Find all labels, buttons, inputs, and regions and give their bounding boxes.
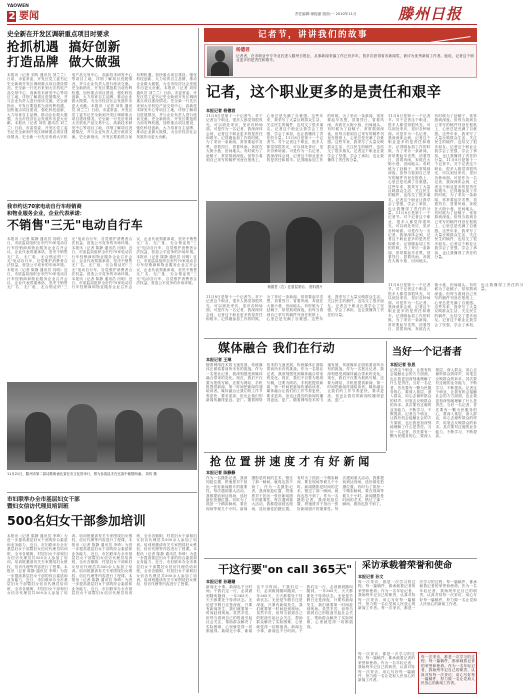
author-intro: 记者者，在市职业中专毕业后进入滕州日报社，从事新闻采编工作已有多年，曾多次获得省市新闻奖，被评为优秀新闻工作者。她说，记者这个职业更多的是责任和艰辛。 bbox=[236, 54, 474, 63]
main-body-top: 11月8日是第十一个记者节。对于记者这个职业，很多人都觉得很风光，可以到处采访，见识各种场面。可是作为一名记者，我深深体会到，记者这个职业更多的是责任和艰辛。记得刚参加工作的时候，为了采访一条新闻，常常要起早贪黑，顶着烈日、冒着风雨，奔波在大街小巷、田间地头。有时候为了赶稿子，常常熬到深夜。但每当看到自己采写的稿件刊登在报纸上，心里总是充满了自豪感。这些年来，我采写了大量反映群众生活、关注民生的稿件，也结交了很多朋友。记者这个职业让我学会了坚强，学会了承担，也让我懂得了责任的分量。11月8日是第十一个记者节。对于记者这个职业，很多人都觉得很风光，可以到处采访，见识各种场面。可是作为一名记者，我深深体会到，记者这个职业更多的是责任和艰辛。记得刚参加工作的时候，为了采访一条新闻，常常要起早贪黑，顶着烈日、冒着风雨，奔波在大街小巷、田间地头。有时候为了赶稿子，常常熬到深夜。但每当看到自己采写的稿件刊登在报纸上，心里总是充满了自豪感。这些年来，我采写了大量反映群众生活、关注民生的稿件，也结交了很多朋友。记者这个职业让我学会了坚强，学会了承担，也让我懂得了责任的分量。 bbox=[206, 114, 384, 163]
photo-figure-shape bbox=[115, 410, 143, 462]
article-a-body: 随着网络技术的飞速发展，传统媒体正面临着前所未有的挑战。作为一名报社记者，我深刻感受到媒体融合带来的变化。现在，我们不仅要为报纸写稿，还要为网站、手机报提供新闻，第一时间把新闻传递给读者。媒体融合让我们的工作节奏更快，要求更高，但也让我们的新闻传播得更远、更广。随着网络技术的飞速发展，传统媒体正面临着前所未有的挑战。作为一名报社记者，我深刻感受到媒体融合带来的变化。现在，我们不仅要为报纸写稿，还要为网站、手机报提供新闻，第一时间把新闻传递给读者。媒体融合让我们的工作节奏更快，要求更高，但也让我们的新闻传播得更远、更广。随着网络技术的飞速发展，传统媒体正面临着前所未有的挑战。作为一名报社记者，我深刻感受到媒体融合带来的变化。现在，我们不仅要为报纸写稿，还要为网站、手机报提供新闻，第一时间把新闻传递给读者。媒体融合让我们的工作节奏更快，要求更高，但也让我们的新闻传播得更远、更广。 bbox=[206, 363, 384, 403]
article-a-byline: 本报记者 王琳 bbox=[206, 357, 232, 362]
portrait-head-shape bbox=[215, 50, 225, 62]
section-number: 2 bbox=[8, 11, 16, 22]
article-c-body: 作为一名摄影记者，我深知抢位置、拼速度对于拍出一张好新闻照片的重要性。每次遇到重大活动，我都提前到达现场，选好最佳拍摄位置。有时为了抓拍一个精彩瞬间，要在现场等候几个小时。新闻摄影是时间的艺术，错过了那一瞬间，就再也拍不到了。作为一名摄影记者，我深知抢位置、拼速度对于拍出一张好新闻照片的重要性。每次遇到重大活动，我都提前到达现场，选好最佳拍摄位置。有时为了抓拍一个精彩瞬间，要在现场等候几个小时。新闻摄影是时间的艺术，错过了那一瞬间，就再也拍不到了。作为一名摄影记者，我深知抢位置、拼速度对于拍出一张好新闻照片的重要性。每次遇到重大活动，我都提前到达现场，选好最佳拍摄位置。有时为了抓拍一个精彩瞬间，要在现场等候几个小时。新闻摄影是时间的艺术，错过了那一瞬间，就再也拍不到了。 bbox=[206, 476, 384, 511]
main-body-right-bottom: 11月8日是第十一个记者节。对于记者这个职业，很多人都觉得很风光，可以到处采访，见识各种场面。可是作为一名记者，我深深体会到，记者这个职业更多的是责任和艰辛。记得刚参加工作的时候，为了采访一条新闻，常常要起早贪黑，顶着烈日、冒着风雨，奔波在大街小巷、田间地头。有时候为了赶稿子，常常熬到深夜。但每当看到自己采写的稿件刊登在报纸上，心里总是充满了自豪感。这些年来，我采写了大量反映群众生活、关注民生的稿件，也结交了很多朋友。记者这个职业让我学会了坚强，学会了承担，也让我懂得了责任的分量。 bbox=[388, 283, 524, 332]
article-b-title: 当好一个记者者 bbox=[392, 347, 462, 358]
article-d-note: 每一次采访，都是一次学习的过程；每一篇稿件，都承载着记者的荣誉和使命。作为一名年轻记者，我始终牢记自己的职责，认真对待每一次采访，用心写好每一篇稿件，努力做一名让党和人民放心的新闻工作者。 bbox=[421, 655, 475, 686]
photo-person-shape bbox=[286, 217, 322, 283]
article-e-body: 新闻无小事，新闻也不分时间。干我们这一行，必须做到随叫随到，一年365天，天天都要处于待命状态。无论是节假日还是深夜，只要有新闻发生，我们就要第一时间赶到现场。虽然辛苦，但每当看到自己的报道引起社会关注，帮助群众解决了实际困难，心里就觉得一切都值得。新闻无小事，新闻也不分时间。干我们这一行，必须做到随叫随到，一年365天，天天都要处于待命状态。无论是节假日还是深夜，只要有新闻发生，我们就要第一时间赶到现场。虽然辛苦，但每当看到自己的报道引起社会关注，帮助群众解决了实际困难，心里就觉得一切都值得。新闻无小事，新闻也不分时间。干我们这一行，必须做到随叫随到，一年365天，天天都要处于待命状态。无论是节假日还是深夜，只要有新闻发生，我们就要第一时间赶到现场。虽然辛苦，但每当看到自己的报道引起社会关注，帮助群众解决了实际困难，心里就觉得一切都值得。 bbox=[206, 585, 353, 634]
photo-person-shape bbox=[236, 221, 270, 283]
photo-person-shape bbox=[334, 225, 364, 283]
article3-body: 本报讯（记者 陈静 通讯员 李琦）为进一步提高基层妇女干部的综合素质和业务能力，近日，市妇联举办全市基层妇女干部暨妇女信访代理员培训班，全市各镇街、村居妇女干部和妇女信访代理员共500余人参加了培训。培训班邀请有关专家围绕妇女维权、信访代理等内容进行了授课。本报讯（记者 陈静 通讯员 李琦）为进一步提高基层妇女干部的综合素质和业务能力，近日，市妇联举办全市基层妇女干部暨妇女信访代理员培训班，全市各镇街、村居妇女干部和妇女信访代理员共500余人参加了培训。培训班邀请有关专家围绕妇女维权、信访代理等内容进行了授课。本报讯（记者 陈静 通讯员 李琦）为进一步提高基层妇女干部的综合素质和业务能力，近日，市妇联举办全市基层妇女干部暨妇女信访代理员培训班，全市各镇街、村居妇女干部和妇女信访代理员共500余人参加了培训。培训班邀请有关专家围绕妇女维权、信访代理等内容进行了授课。本报讯（记者 陈静 通讯员 李琦）为进一步提高基层妇女干部的综合素质和业务能力，近日，市妇联举办全市基层妇女干部暨妇女信访代理员培训班，全市各镇街、村居妇女干部和妇女信访代理员共500余人参加了培训。培训班邀请有关专家围绕妇女维权、信访代理等内容进行了授课。本报讯（记者 陈静 通讯员 李琦）为进一步提高基层妇女干部的综合素质和业务能力，近日，市妇联举办全市基层妇女干部暨妇女信访代理员培训班，全市各镇街、村居妇女干部和妇女信访代理员共500余人参加了培训。培训班邀请有关专家围绕妇女维权、信访代理等内容进行了授课。 bbox=[7, 534, 197, 596]
masthead-logo: 滕州日报 bbox=[398, 5, 463, 23]
reporter-photo-caption: 杨德君（右）在基层采访。 资料图片 bbox=[267, 285, 323, 289]
article1-title: 抢抓机遇 搞好创新 打造品牌 做大做强 bbox=[7, 39, 121, 69]
article-a-right-divider bbox=[386, 341, 387, 451]
photo-figure-shape bbox=[157, 408, 183, 462]
portrait-body-shape bbox=[211, 62, 229, 76]
article-d-body: 每一次采访，都是一次学习的过程；每一篇稿件，都承载着记者的荣誉和使命。作为一名年轻记者，我始终牢记自己的职责，认真对待每一次采访，用心写好每一篇稿件，努力做一名让党和人民放心的新闻工作者。每一次采访，都是一次学习的过程；每一篇稿件，都承载着记者的荣誉和使命。作为一名年轻记者，我始终牢记自己的职责，认真对待每一次采访，用心写好每一篇稿件，努力做一名让党和人民放心的新闻工作者。 bbox=[358, 580, 477, 611]
section-name: 要闻 bbox=[19, 11, 39, 22]
main-byline: 本报记者 杨德君 bbox=[206, 108, 236, 113]
main-body-right: 11月8日是第十一个记者节。对于记者这个职业，很多人都觉得很风光，可以到处采访，见识各种场面。可是作为一名记者，我深深体会到，记者这个职业更多的是责任和艰辛。记得刚参加工作的时候，为了采访一条新闻，常常要起早贪黑，顶着烈日、冒着风雨，奔波在大街小巷、田间地头。有时候为了赶稿子，常常熬到深夜。但每当看到自己采写的稿件刊登在报纸上，心里总是充满了自豪感。这些年来，我采写了大量反映群众生活、关注民生的稿件，也结交了很多朋友。记者这个职业让我学会了坚强，学会了承担，也让我懂得了责任的分量。11月8日是第十一个记者节。对于记者这个职业，很多人都觉得很风光，可以到处采访，见识各种场面。可是作为一名记者，我深深体会到，记者这个职业更多的是责任和艰辛。记得刚参加工作的时候，为了采访一条新闻，常常要起早贪黑，顶着烈日、冒着风雨，奔波在大街小巷、田间地头。有时候为了赶稿子，常常熬到深夜。但每当看到自己采写的稿件刊登在报纸上，心里总是充满了自豪感。这些年来，我采写了大量反映群众生活、关注民生的稿件，也结交了很多朋友。记者这个职业让我学会了坚强，学会了承担，也让我懂得了责任的分量。11月8日是第十一个记者节。对于记者这个职业，很多人都觉得很风光，可以到处采访，见识各种场面。可是作为一名记者，我深深体会到，记者这个职业更多的是责任和艰辛。记得刚参加工作的时候，为了采访一条新闻，常常要起早贪黑，顶着烈日、冒着风雨，奔波在大街小巷、田间地头。有时候为了赶稿子，常常熬到深夜。但每当看到自己采写的稿件刊登在报纸上，心里总是充满了自豪感。这些年来，我采写了大量反映群众生活、关注民生的稿件，也结交了很多朋友。记者这个职业让我学会了坚强，学会了承担，也让我懂得了责任的分量。 bbox=[388, 114, 477, 264]
article-a-divider bbox=[204, 452, 386, 453]
author-name: 杨德君 bbox=[236, 48, 250, 53]
article2-kicker: 我市约达70家电动自行车经销商 和物业服务企业，企业代表承诺： bbox=[7, 204, 85, 217]
article2-divider bbox=[7, 492, 197, 493]
article-a-title: 媒体融合 我们在行动 bbox=[218, 341, 336, 355]
article3-kicker: 市妇联举办全市基层妇女干部 暨妇女信访代理员培训班 bbox=[7, 497, 80, 510]
article-b-body: 记者这个职业，让我有机会接触社会的方方面面，也让我更加深刻地理解了什么是责任。当好一名记者，首先要有一颗为民服务的心，要深入基层、深入群众，用心去倾听群众的呼声，用笔去反映群众的诉求。其次要有过硬的业务能力，不断学习，不断提高。记者这个职业，让我有机会接触社会的方方面面，也让我更加深刻地理解了什么是责任。当好一名记者，首先要有一颗为民服务的心，要深入基层、深入群众，用心去倾听群众的呼声，用笔去反映群众的诉求。其次要有过硬的业务能力，不断学习，不断提高。记者这个职业，让我有机会接触社会的方方面面，也让我更加深刻地理解了什么是责任。当好一名记者，首先要有一颗为民服务的心，要深入基层、深入群众，用心去倾听群众的呼声，用笔去反映群众的诉求。其次要有过硬的业务能力，不断学习，不断提高。 bbox=[390, 368, 477, 439]
article-d-title: 采访承载着荣誉和使命 bbox=[362, 561, 453, 571]
article-b-byline: 本报记者 张思 bbox=[390, 362, 416, 367]
article-d-left-divider bbox=[355, 561, 356, 694]
header-info: 责任编辑:徐振丽 版面:一 2010年11月 bbox=[295, 12, 357, 16]
photo-figure-shape bbox=[67, 404, 97, 462]
article-e-title: 干这行要"on call 365天" bbox=[218, 563, 352, 576]
left-col-divider bbox=[198, 28, 199, 693]
article-e-byline: 本报记者 孙珊珊 bbox=[206, 579, 236, 584]
article1-divider bbox=[7, 200, 197, 201]
page-top-label: YAOWEN bbox=[7, 4, 29, 9]
article2-title: 不销售"三无"电动自行车 bbox=[7, 218, 144, 232]
photo-caption-left: 11月21日，滕州市第二届诗歌朗诵比赛在市文化馆举行，图为参赛选手在比赛中倾情朗诵。 刘传 摄 bbox=[7, 472, 157, 476]
article-c-divider bbox=[204, 558, 477, 559]
main-article-title: 记者，这个职业更多的是责任和艰辛 bbox=[206, 85, 442, 101]
article-c-byline: 本报记者 陈静静 bbox=[206, 470, 236, 475]
article-d-body-bottom: 每一次采访，都是一次学习的过程；每一篇稿件，都承载着记者的荣誉和使命。作为一名年轻记者，我始终牢记自己的职责，认真对待每一次采访，用心写好每一篇稿件，努力做一名让党和人民放心的新闻工作者。 bbox=[358, 652, 415, 683]
series-band-title: 记者节，讲讲我们的故事 bbox=[258, 29, 369, 40]
header-rule bbox=[7, 24, 477, 25]
article1-kicker: 史全新在开发区调研重点项目时要求 bbox=[7, 30, 110, 38]
article-d-byline: 本报记者 孙文 bbox=[358, 574, 384, 579]
article-c-title: 抢 位 置 拼 速 度 才 有 好 新 闻 bbox=[210, 455, 370, 468]
article3-title: 500名妇女干部参加培训 bbox=[7, 513, 146, 528]
reporter-interview-photo bbox=[206, 201, 384, 283]
author-portrait bbox=[207, 46, 233, 76]
main-article-divider bbox=[204, 338, 477, 339]
article1-body: 本报讯（记者 刘传 通讯员 刘兰兰）日前，市委常委、开发区党工委书记史全新到开发区调研重点项目建设情况。史全新一行先后来到大宗机电产品交易中心、高新技术研发中心等项目工地，详细了解项目进展情况，并与企业负责人进行座谈交流。史全新指出，开发区要抢抓当前有利机遇，加快重点项目建设，强化科技创新，大力培育自主品牌，推动企业做大做强，为全市经济社会发展作出更大贡献。本报讯（记者 刘传 通讯员 刘兰兰）日前，市委常委、开发区党工委书记史全新到开发区调研重点项目建设情况。史全新一行先后来到大宗机电产品交易中心、高新技术研发中心等项目工地，详细了解项目进展情况，并与企业负责人进行座谈交流。史全新指出，开发区要抢抓当前有利机遇，加快重点项目建设，强化科技创新，大力培育自主品牌，推动企业做大做强，为全市经济社会发展作出更大贡献。本报讯（记者 刘传 通讯员 刘兰兰）日前，市委常委、开发区党工委书记史全新到开发区调研重点项目建设情况。史全新一行先后来到大宗机电产品交易中心、高新技术研发中心等项目工地，详细了解项目进展情况，并与企业负责人进行座谈交流。史全新指出，开发区要抢抓当前有利机遇，加快重点项目建设，强化科技创新，大力培育自主品牌，推动企业做大做强，为全市经济社会发展作出更大贡献。本报讯（记者 刘传 通讯员 刘兰兰）日前，市委常委、开发区党工委书记史全新到开发区调研重点项目建设情况。史全新一行先后来到大宗机电产品交易中心、高新技术研发中心等项目工地，详细了解项目进展情况，并与企业负责人进行座谈交流。史全新指出，开发区要抢抓当前有利机遇，加快重点项目建设，强化科技创新，大力培育自主品牌，推动企业做大做强，为全市经济社会发展作出更大贡献。 bbox=[7, 73, 197, 139]
article2-body: 本报讯（记者 陈静 通讯员 闫明）近日，市质监局组织全市约70家电动自行车经销商和物业服务企业召开会议，企业代表郑重承诺，坚决不销售无厂名、无厂址、无合格证的"三无"电动自行车，自觉维护消费者合法权益，营造公平竞争的市场环境。本报讯（记者 陈静 通讯员 闫明）近日，市质监局组织全市约70家电动自行车经销商和物业服务企业召开会议，企业代表郑重承诺，坚决不销售无厂名、无厂址、无合格证的"三无"电动自行车，自觉维护消费者合法权益，营造公平竞争的市场环境。本报讯（记者 陈静 通讯员 闫明）近日，市质监局组织全市约70家电动自行车经销商和物业服务企业召开会议，企业代表郑重承诺，坚决不销售无厂名、无厂址、无合格证的"三无"电动自行车，自觉维护消费者合法权益，营造公平竞争的市场环境。本报讯（记者 陈静 通讯员 闫明）近日，市质监局组织全市约70家电动自行车经销商和物业服务企业召开会议，企业代表郑重承诺，坚决不销售无厂名、无厂址、无合格证的"三无"电动自行车，自觉维护消费者合法权益，营造公平竞争的市场环境。本报讯（记者 陈静 通讯员 闫明）近日，市质监局组织全市约70家电动自行车经销商和物业服务企业召开会议，企业代表郑重承诺，坚决不销售无厂名、无厂址、无合格证的"三无"电动自行车，自觉维护消费者合法权益，营造公平竞争的市场环境。 bbox=[7, 237, 197, 290]
photo-figure-shape bbox=[25, 412, 51, 462]
main-body-bottom: 11月8日是第十一个记者节。对于记者这个职业，很多人都觉得很风光，可以到处采访，见识各种场面。可是作为一名记者，我深深体会到，记者这个职业更多的是责任和艰辛。记得刚参加工作的时候，为了采访一条新闻，常常要起早贪黑，顶着烈日、冒着风雨，奔波在大街小巷、田间地头。有时候为了赶稿子，常常熬到深夜。但每当看到自己采写的稿件刊登在报纸上，心里总是充满了自豪感。这些年来，我采写了大量反映群众生活、关注民生的稿件，也结交了很多朋友。记者这个职业让我学会了坚强，学会了承担，也让我懂得了责任的分量。 bbox=[206, 295, 384, 322]
news-photo-recital bbox=[7, 382, 197, 470]
